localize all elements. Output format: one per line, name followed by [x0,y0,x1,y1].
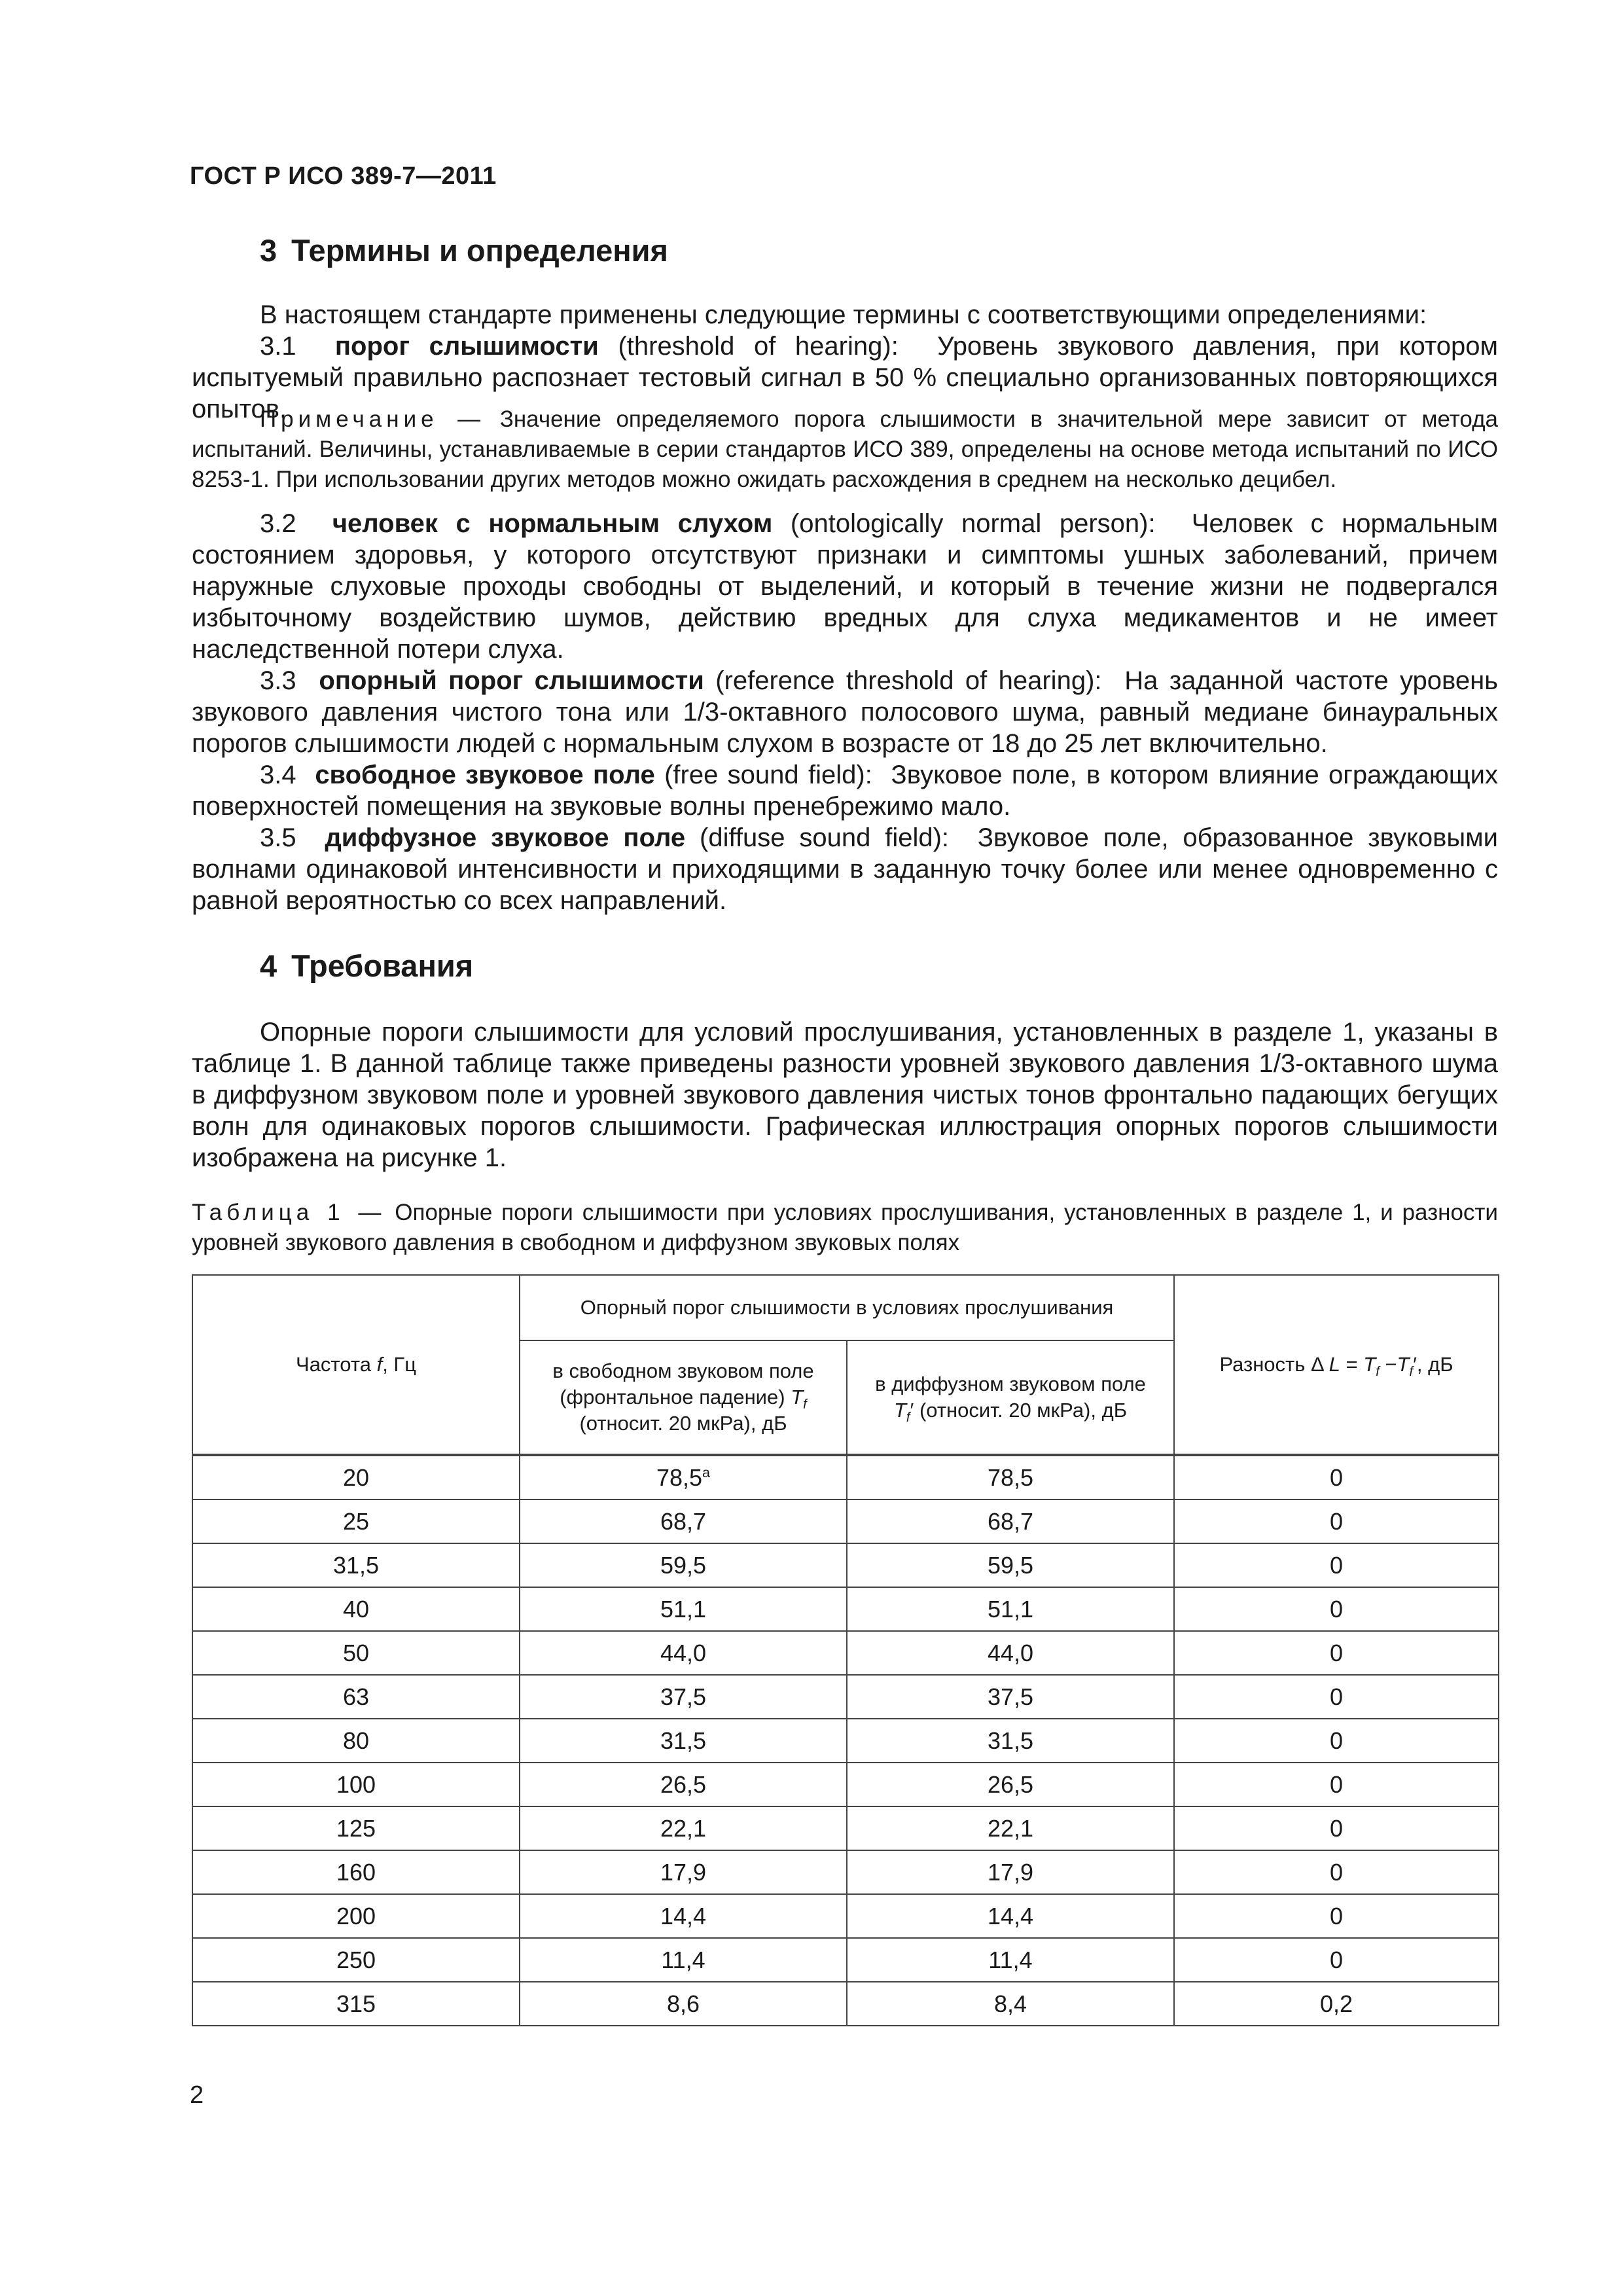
table-row [192,1455,1499,1499]
term-3-2 [192,508,1498,665]
cell-diffuse-field: 26,5 [847,1763,1174,1806]
term-name: свободное звуковое поле [315,761,655,789]
term-number: 3.2 [260,509,296,538]
table-row [192,1938,1499,1982]
table-row [192,1894,1499,1938]
cell-frequency: 20 [192,1455,520,1499]
cell-diffuse-field: 37,5 [847,1675,1174,1719]
table-row [192,1806,1499,1850]
cell-difference: 0 [1174,1455,1499,1499]
section-4-heading [260,948,473,984]
cell-free-field: 37,5 [520,1675,847,1719]
cell-frequency: 50 [192,1631,520,1675]
term-number: 3.3 [260,666,296,695]
table-caption [192,1198,1498,1258]
cell-frequency: 200 [192,1894,520,1938]
col-header-free-field: в свободном звуковом поле (фронтальное падение) $T_f$ (относит. 20 мкРа), дБ [520,1340,847,1455]
cell-frequency: 160 [192,1850,520,1894]
cell-free-field: 22,1 [520,1806,847,1850]
page-number: 2 [190,2081,204,2109]
term-english: (free sound field): [664,761,872,789]
table-row [192,1763,1499,1806]
cell-frequency: 125 [192,1806,520,1850]
term-number: 3.4 [260,761,296,789]
table-caption-text: Опорные пороги слышимости при условиях прослушивания, установленных в разделе 1, и разности уровней звукового давления в свободном и диффузном звуковых полях [192,1200,1498,1255]
term-definition: Человек с нормальным состоянием здоровья, у которого отсутствуют признаки и симптомы ушных заболеваний, причем наружные слуховые проходы свободны от выделений, и который в течение жизни не подвергался избыточному воздействию шумов, действию вредных для слуха медикаментов и не имеет наследственной потери слуха. [192,509,1499,664]
cell-diffuse-field: 51,1 [847,1587,1174,1631]
cell-free-field: 51,1 [520,1587,847,1631]
term-name: человек с нормальным слухом [332,509,773,538]
term-number: 3.5 [260,823,296,852]
note-text: Значение определяемого порога слышимости в значительной мере зависит от метода испытаний. Величины, устанавливаемые в серии стандартов ИСО 389, определены на основе метода испытаний по ИСО 8253-1. При использовании других методов можно ожидать расхождения в среднем на несколько децибел. [192,406,1498,492]
page-header: ГОСТ Р ИСО 389-7—2011 [190,162,497,190]
cell-diffuse-field: 78,5 [847,1455,1174,1499]
term-name: опорный порог слышимости [319,666,704,695]
cell-difference: 0 [1174,1894,1499,1938]
cell-diffuse-field: 59,5 [847,1543,1174,1587]
cell-frequency: 63 [192,1675,520,1719]
term-english: (threshold of hearing): [618,332,899,361]
cell-diffuse-field: 44,0 [847,1631,1174,1675]
cell-frequency: 80 [192,1719,520,1763]
cell-free-field: 17,9 [520,1850,847,1894]
note [192,404,1498,495]
term-name: порог слышимости [334,332,599,361]
cell-diffuse-field: 22,1 [847,1806,1174,1850]
cell-difference: 0 [1174,1675,1499,1719]
cell-difference: 0,2 [1174,1982,1499,2026]
cell-difference: 0 [1174,1543,1499,1587]
cell-difference: 0 [1174,1763,1499,1806]
term-3-4 [192,759,1498,822]
cell-free-field: 11,4 [520,1938,847,1982]
cell-diffuse-field: 68,7 [847,1499,1174,1543]
term-definition: Уровень звукового давления, при котором испытуемый правильно распознает тестовый сигнал в 50 % специально организованных повторяющихся опытов. [192,332,1499,423]
intro-paragraph: В настоящем стандарте применены следующие термины с соответствующими определениями: [260,300,1427,329]
term-number: 3.1 [260,332,296,361]
section-number: 3 [260,233,277,268]
cell-frequency: 315 [192,1982,520,2026]
cell-free-field: 44,0 [520,1631,847,1675]
cell-frequency: 40 [192,1587,520,1631]
note-label: Примечание — [260,406,486,432]
cell-frequency: 100 [192,1763,520,1806]
cell-difference: 0 [1174,1938,1499,1982]
table-row [192,1675,1499,1719]
cell-frequency: 25 [192,1499,520,1543]
term-3-3 [192,665,1498,759]
cell-free-field: 26,5 [520,1763,847,1806]
cell-free-field: 31,5 [520,1719,847,1763]
table-row [192,1850,1499,1894]
table-row [192,1982,1499,2026]
col-header-group: Опорный порог слышимости в условиях прослушивания [520,1275,1174,1340]
thresholds-table [192,1274,1499,2026]
cell-free-field: 78,5$^a$ [520,1455,847,1499]
cell-difference: 0 [1174,1806,1499,1850]
cell-diffuse-field: 31,5 [847,1719,1174,1763]
cell-difference: 0 [1174,1850,1499,1894]
table-row [192,1499,1499,1543]
table-row [192,1587,1499,1631]
table-body [192,1455,1499,2026]
term-english: (diffuse sound field): [700,823,950,852]
col-header-frequency: Частота f, Гц [192,1275,520,1455]
cell-difference: 0 [1174,1719,1499,1763]
section-3-heading [260,232,668,268]
term-english: (reference threshold of hearing): [715,666,1102,695]
cell-free-field: 14,4 [520,1894,847,1938]
term-definition: Звуковое поле, в котором влияние ограждающих поверхностей помещения на звуковые волны пренебрежимо мало. [192,761,1498,821]
cell-free-field: 68,7 [520,1499,847,1543]
cell-diffuse-field: 14,4 [847,1894,1174,1938]
table-label: Таблица 1 — [192,1200,386,1225]
cell-frequency: 250 [192,1938,520,1982]
footnote-marker: a [702,1463,711,1480]
term-name: диффузное звуковое поле [325,823,686,852]
table-row [192,1631,1499,1675]
term-3-5 [192,822,1498,916]
cell-difference: 0 [1174,1499,1499,1543]
term-definition: Звуковое поле, образованное звуковыми волнами одинаковой интенсивности и приходящими в заданную точку более или менее одновременно с равной вероятностью со всех направлений. [192,823,1499,915]
table-row [192,1719,1499,1763]
col-header-diffuse-field: в диффузном звуковом поле $T_f'$ (относит. 20 мкРа), дБ [847,1340,1174,1455]
section-title: Термины и определения [291,233,668,268]
cell-diffuse-field: 11,4 [847,1938,1174,1982]
term-english: (ontologically normal person): [790,509,1156,538]
cell-difference: 0 [1174,1631,1499,1675]
cell-diffuse-field: 17,9 [847,1850,1174,1894]
section-number: 4 [260,948,277,983]
section-title: Требования [291,948,474,983]
cell-diffuse-field: 8,4 [847,1982,1174,2026]
cell-free-field: 8,6 [520,1982,847,2026]
cell-difference: 0 [1174,1587,1499,1631]
term-definition: На заданной частоте уровень звукового давления чистого тона или 1/3-октавного полосового шума, равный медиане бинауральных порогов слышимости людей с нормальным слухом в возрасте от 18 до 25 лет включительно. [192,666,1499,758]
table-row [192,1543,1499,1587]
col-header-difference: Разность Δ $L = T_f -T_f'$, дБ [1174,1275,1499,1455]
cell-frequency: 31,5 [192,1543,520,1587]
section-4-body [192,1016,1498,1174]
section-3-terms [192,508,1498,916]
requirements-paragraph: Опорные пороги слышимости для условий прослушивания, установленных в разделе 1, указаны в таблице 1. В данной таблице также приведены разности уровней звукового давления 1/3-октавного шума в диффузном звуковом поле и уровней звукового давления чистых тонов фронтально падающих бегущих волн для одинаковых порогов слышимости. Графическая иллюстрация опорных порогов слышимости изображена на рисунке 1. [192,1018,1498,1172]
cell-free-field: 59,5 [520,1543,847,1587]
